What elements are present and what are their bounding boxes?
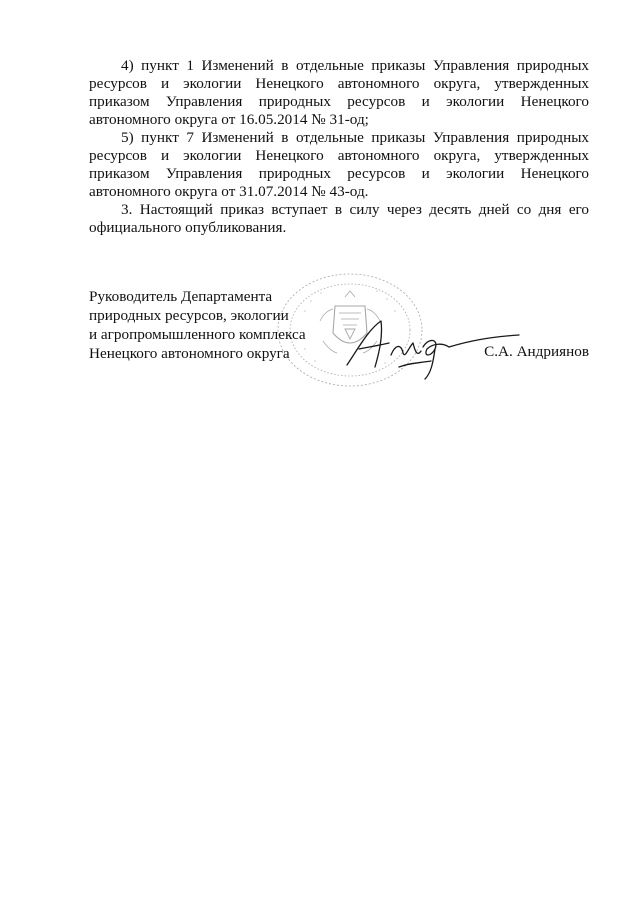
handwritten-signature xyxy=(339,307,529,382)
paragraph-item-5: 5) пункт 7 Изменений в отдельные приказы Управления природных ресурсов и экологии Ненецкого автономного округа, утвержденных приказом Управления природных ресурсов и экологии Ненецкого автономного округа от 31.07.2014 № 43-од. xyxy=(89,129,589,200)
signatory-title-line: Руководитель Департамента xyxy=(89,288,273,305)
signature-block xyxy=(89,287,589,397)
signatory-title xyxy=(89,287,306,363)
signatory-name: С.А. Андриянов xyxy=(484,343,589,360)
signatory-title-line: Ненецкого автономного округа xyxy=(89,345,290,362)
paragraph-clause-3: 3. Настоящий приказ вступает в силу через десять дней со дня его официального опубликования. xyxy=(89,201,589,236)
signatory-title-line: и агропромышленного комплекса xyxy=(89,326,306,343)
document-body xyxy=(89,57,589,237)
signatory-title-line: природных ресурсов, экологии xyxy=(89,307,289,324)
paragraph-item-4: 4) пункт 1 Изменений в отдельные приказы Управления природных ресурсов и экологии Ненецкого автономного округа, утвержденных приказом Управления природных ресурсов и экологии Ненецкого автономного округа от 16.05.2014 № 31-од; xyxy=(89,57,589,128)
